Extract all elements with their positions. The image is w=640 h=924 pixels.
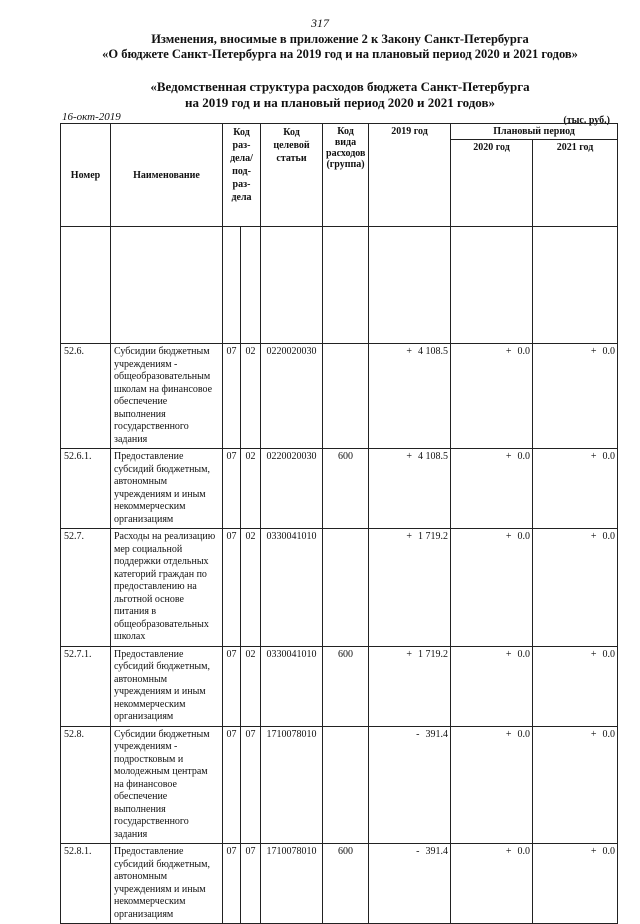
amount-sign: + (505, 346, 512, 357)
row-amount-2020 (451, 844, 533, 924)
units-label: (тыс. руб.) (563, 115, 610, 126)
row-section-code: 07 (223, 344, 241, 449)
amount-sign: + (406, 648, 413, 660)
amount-sign: + (590, 728, 597, 740)
blank-cell (369, 227, 451, 344)
row-number: 52.6. (61, 344, 111, 449)
table-row (61, 449, 618, 529)
row-amount-2021 (533, 449, 618, 529)
row-amount-2021 (533, 646, 618, 726)
row-amount-2020 (451, 344, 533, 449)
column-header-2019: 2019 год (369, 124, 451, 227)
column-header-planned-period: Плановый период (451, 124, 618, 140)
column-header-2021: 2021 год (533, 140, 618, 227)
row-amount-2019 (369, 449, 451, 529)
column-header-name: Наименование (111, 124, 223, 227)
document-date: 16-окт-2019 (62, 111, 121, 123)
row-target-code: 0220020030 (261, 449, 323, 529)
row-subsection-code: 02 (241, 344, 261, 449)
row-amount-2020 (451, 529, 533, 647)
amount-value: 1 719.2 (418, 531, 449, 542)
row-amount-2019 (369, 344, 451, 449)
table-row (61, 344, 618, 449)
amount-sign: - (416, 728, 420, 740)
table-row (61, 726, 618, 844)
row-amount-2020 (451, 449, 533, 529)
row-section-code: 07 (223, 529, 241, 647)
amount-sign: + (505, 648, 512, 660)
amount-sign: + (406, 451, 413, 462)
row-name: Предоставление субсидий бюджетным, автономным учреждениям и иным некоммерческим организациям (111, 449, 223, 529)
amount-sign: + (590, 531, 597, 542)
row-amount-2019 (369, 844, 451, 924)
row-expense-type (323, 726, 369, 844)
amount-value: 4 108.5 (418, 451, 449, 462)
amount-value: 0.0 (602, 531, 616, 542)
title-line-2: «О бюджете Санкт-Петербурга на 2019 год и на плановый период 2020 и 2021 годов» (102, 47, 578, 61)
row-target-code: 0330041010 (261, 646, 323, 726)
amount-value: 1 719.2 (418, 648, 449, 660)
page-number: 317 (311, 16, 329, 30)
row-amount-2021 (533, 529, 618, 647)
amount-value: 0.0 (517, 648, 531, 660)
row-expense-type (323, 529, 369, 647)
amount-sign: + (505, 728, 512, 740)
amount-value: 391.4 (425, 846, 449, 857)
row-expense-type: 600 (323, 449, 369, 529)
subtitle-line-1: «Ведомственная структура расходов бюджета Санкт-Петербурга (150, 79, 530, 94)
row-name: Субсидии бюджетным учреждениям - подростковым и молодежным центрам на финансовое обеспечение выполнения государственного задания (111, 726, 223, 844)
blank-cell (533, 227, 618, 344)
row-section-code: 07 (223, 844, 241, 924)
amount-value: 0.0 (517, 346, 531, 357)
amount-value: 0.0 (517, 728, 531, 740)
row-number: 52.7.1. (61, 646, 111, 726)
row-target-code: 0220020030 (261, 344, 323, 449)
row-name: Предоставление субсидий бюджетным, автономным учреждениям и иным некоммерческим организациям (111, 646, 223, 726)
amount-sign: + (590, 846, 597, 857)
blank-cell (261, 227, 323, 344)
amount-sign: + (590, 648, 597, 660)
column-header-target-code: Код целевой статьи (261, 124, 323, 227)
row-number: 52.6.1. (61, 449, 111, 529)
amount-sign: + (505, 846, 512, 857)
column-header-number: Номер (61, 124, 111, 227)
budget-table (60, 123, 618, 924)
row-expense-type: 600 (323, 844, 369, 924)
column-header-section-code: Код раз- дела/ под- раз- дела (223, 124, 261, 227)
amount-value: 0.0 (602, 451, 616, 462)
row-amount-2021 (533, 344, 618, 449)
row-subsection-code: 02 (241, 449, 261, 529)
row-subsection-code: 07 (241, 844, 261, 924)
blank-cell (451, 227, 533, 344)
column-header-2020: 2020 год (451, 140, 533, 227)
amount-value: 0.0 (517, 846, 531, 857)
row-section-code: 07 (223, 646, 241, 726)
amount-value: 0.0 (602, 728, 616, 740)
row-amount-2020 (451, 646, 533, 726)
amount-value: 0.0 (602, 346, 616, 357)
row-section-code: 07 (223, 449, 241, 529)
row-name: Предоставление субсидий бюджетным, автономным учреждениям и иным некоммерческим организациям (111, 844, 223, 924)
blank-cell (323, 227, 369, 344)
row-subsection-code: 02 (241, 646, 261, 726)
row-expense-type: 600 (323, 646, 369, 726)
blank-cell (223, 227, 241, 344)
amount-sign: + (590, 451, 597, 462)
blank-row (61, 227, 618, 344)
blank-cell (241, 227, 261, 344)
row-amount-2019 (369, 646, 451, 726)
amount-value: 0.0 (602, 648, 616, 660)
row-amount-2019 (369, 726, 451, 844)
amount-value: 4 108.5 (418, 346, 449, 357)
row-amount-2021 (533, 726, 618, 844)
header-row-1 (61, 124, 618, 140)
amount-sign: + (406, 531, 413, 542)
row-section-code: 07 (223, 726, 241, 844)
amount-value: 0.0 (517, 451, 531, 462)
subtitle-line-2: на 2019 год и на плановый период 2020 и 2021 годов» (184, 95, 495, 110)
document-subtitle (60, 79, 620, 111)
row-amount-2019 (369, 529, 451, 647)
row-amount-2021 (533, 844, 618, 924)
row-target-code: 1710078010 (261, 726, 323, 844)
row-number: 52.8.1. (61, 844, 111, 924)
amount-sign: + (590, 346, 597, 357)
row-subsection-code: 02 (241, 529, 261, 647)
blank-cell (111, 227, 223, 344)
table-row (61, 646, 618, 726)
column-header-expense-type: Код вида расходов (группа) (323, 124, 369, 227)
table-row (61, 529, 618, 647)
blank-cell (61, 227, 111, 344)
amount-sign: + (505, 451, 512, 462)
amount-value: 0.0 (517, 531, 531, 542)
row-name: Расходы на реализацию мер социальной поддержки отдельных категорий граждан по предоставлению на льготной основе питания в общеобразовательных школах (111, 529, 223, 647)
amount-value: 391.4 (425, 728, 449, 740)
row-target-code: 0330041010 (261, 529, 323, 647)
amount-value: 0.0 (602, 846, 616, 857)
row-target-code: 1710078010 (261, 844, 323, 924)
row-amount-2020 (451, 726, 533, 844)
amount-sign: + (505, 531, 512, 542)
amount-sign: - (416, 846, 420, 857)
title-line-1: Изменения, вносимые в приложение 2 к Закону Санкт-Петербурга (151, 32, 529, 46)
row-number: 52.8. (61, 726, 111, 844)
row-subsection-code: 07 (241, 726, 261, 844)
row-expense-type (323, 344, 369, 449)
row-name: Субсидии бюджетным учреждениям - общеобразовательным школам на финансовое обеспечение выполнения государственного задания (111, 344, 223, 449)
row-number: 52.7. (61, 529, 111, 647)
document-title (60, 32, 620, 62)
amount-sign: + (406, 346, 413, 357)
table-row (61, 844, 618, 924)
